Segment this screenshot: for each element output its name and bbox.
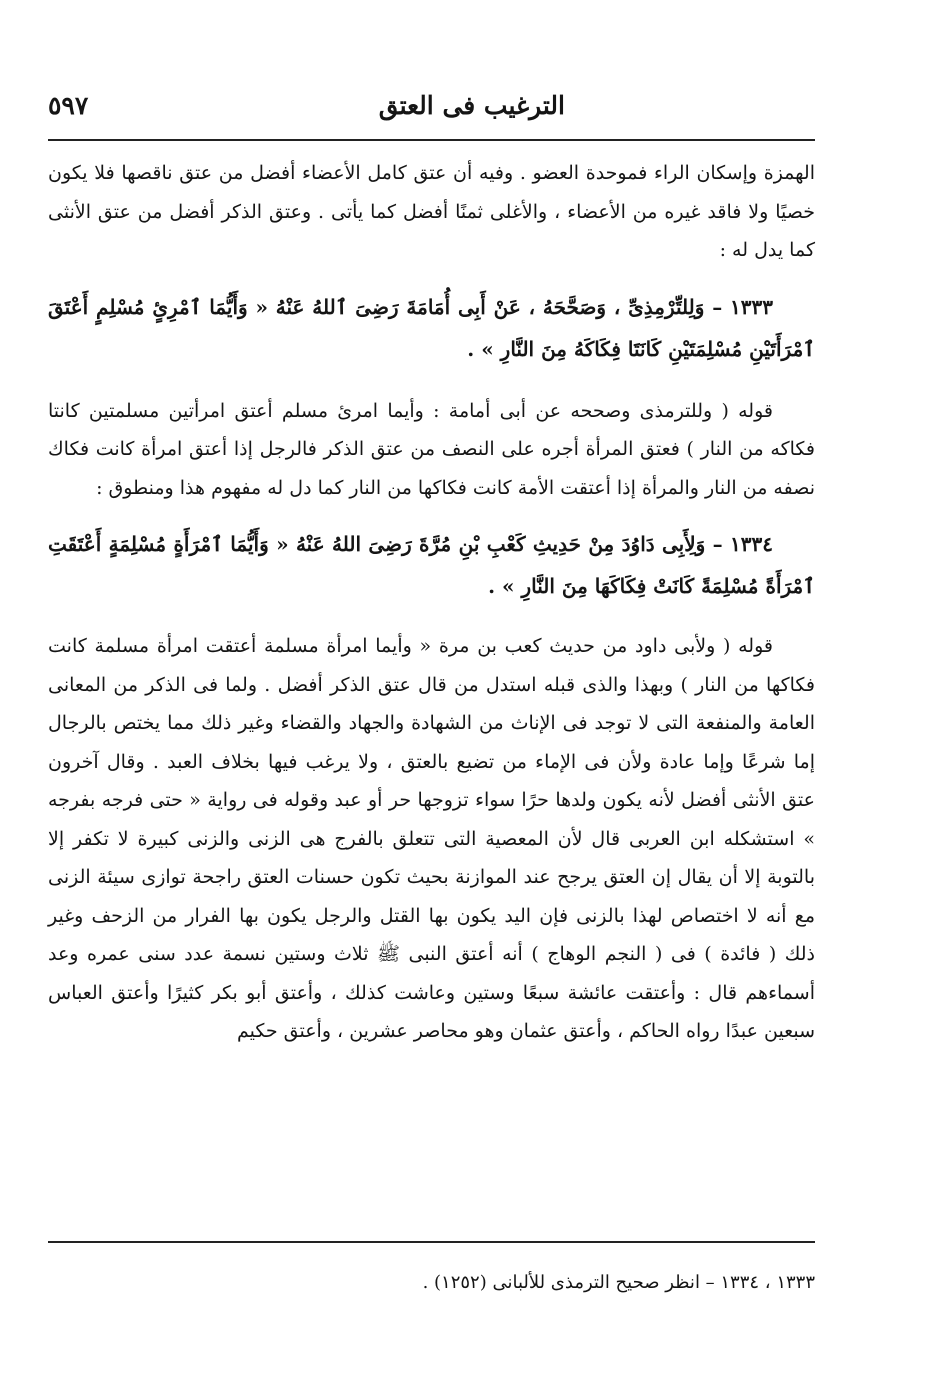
footnote: ١٣٣٣ ، ١٣٣٤ – انظر صحيح الترمذى للألبانى (١٢٥٢) . <box>422 1272 815 1293</box>
commentary-1333: قوله ( وللترمذى وصححه عن أبى أمامة : وأيما امرئ مسلم أعتق امرأتين مسلمتين كانتا فكاكه من النار ) فعتق المرأة أجره على النصف من عتق الذكر فالرجل إذا أعتق امرأة كانت فكاك نصفه من النار والمرأة إذا أعتقت الأمة كانت فكاكها من النار كما دل له مفهوم هذا ومنطوق : <box>48 399 815 499</box>
paragraph-intro: الهمزة وإسكان الراء فموحدة العضو . وفيه أن عتق كامل الأعضاء أفضل من عتق ناقصها فلا يكون خصيًا ولا فاقد غيره من الأعضاء ، والأغلى ثمنًا أفضل كما يأتى . وعتق الذكر أفضل من عتق الأنثى كما يدل له : <box>48 162 815 261</box>
commentary-1334: قوله ( ولأبى داود من حديث كعب بن مرة « وأيما امرأة مسلمة أعتقت امرأة مسلمة كانت فكاكها من النار ) وبهذا والذى قبله استدل من قال عتق الذكر أفضل . ولما فى الذكر من المعانى العامة والمنفعة التى لا توجد فى الإناث من الشهادة والجهاد والقضاء وغير ذلك مما يختص بالرجال إما شرعًا وإما عادة ولأن فى الإماء من تضيع بالعتق ، ولا يرغب فيها بخلاف العبد . وقال آخرون عتق الأنثى أفضل لأنه يكون ولدها حرًا سواء تزوجها حر أو عبد وقوله فى رواية « حتى فرجه بفرجه » استشكله ابن العربى قال لأن المعصية التى تتعلق بالفرج هى الزنى والزنى كبيرة لا تكفر إلا بالتوبة إلا أن يقال إن العتق يرجح عند الموازنة بحيث تكون حسنات العتق راجحة توازى سيئة الزنى مع أنه لا اختصاص لهذا بالزنى فإن اليد يكون بها القتل والرجل يكون بها الفرار من الزحف وغير ذلك ( فائدة ) فى ( النجم الوهاج ) أنه أعتق النبى ﷺ ثلاث وستين نسمة عدد سنى عمره وعد أسماءهم قال : وأعتقت عائشة سبعًا وستين وعاشت كذلك ، وأعتق أبو بكر كثيرًا وأعتق العباس سبعين عبدًا رواه الحاكم ، وأعتق عثمان وهو محاصر عشرين ، وأعتق حكيم <box>48 635 815 1042</box>
page-number: ٥٩٧ <box>48 91 89 120</box>
header-title: الترغيب فى العتق <box>378 91 565 120</box>
footnote-rule <box>48 1241 815 1243</box>
running-header <box>48 88 815 128</box>
hadith-1333: ١٣٣٣ – وَلِلتِّرْمِذِىِّ ، وَصَحَّحَهُ ، عَنْ أَبِى أُمَامَةَ رَضِىَ ٱللهُ عَنْهُ « وَأَيُّمَا ٱمْرِئٍ مُسْلِمٍ أَعْتَقَ ٱمْرَأَتَيْنِ مُسْلِمَتَيْنِ كَانَتَا فِكَاكَهُ مِنَ النَّارِ » . <box>48 294 815 361</box>
main-text <box>48 154 815 1051</box>
header-rule <box>48 139 815 141</box>
hadith-1334: ١٣٣٤ – وَلِأَبِى دَاوُدَ مِنْ حَدِيثِ كَعْبِ بْنِ مُرَّةَ رَضِىَ اللهُ عَنْهُ « وَأَيُّمَا ٱمْرَأَةٍ مُسْلِمَةٍ أَعْتَقَتِ ٱمْرَأَةً مُسْلِمَةً كَانَتْ فِكَاكَهَا مِنَ النَّارِ » . <box>48 532 815 598</box>
